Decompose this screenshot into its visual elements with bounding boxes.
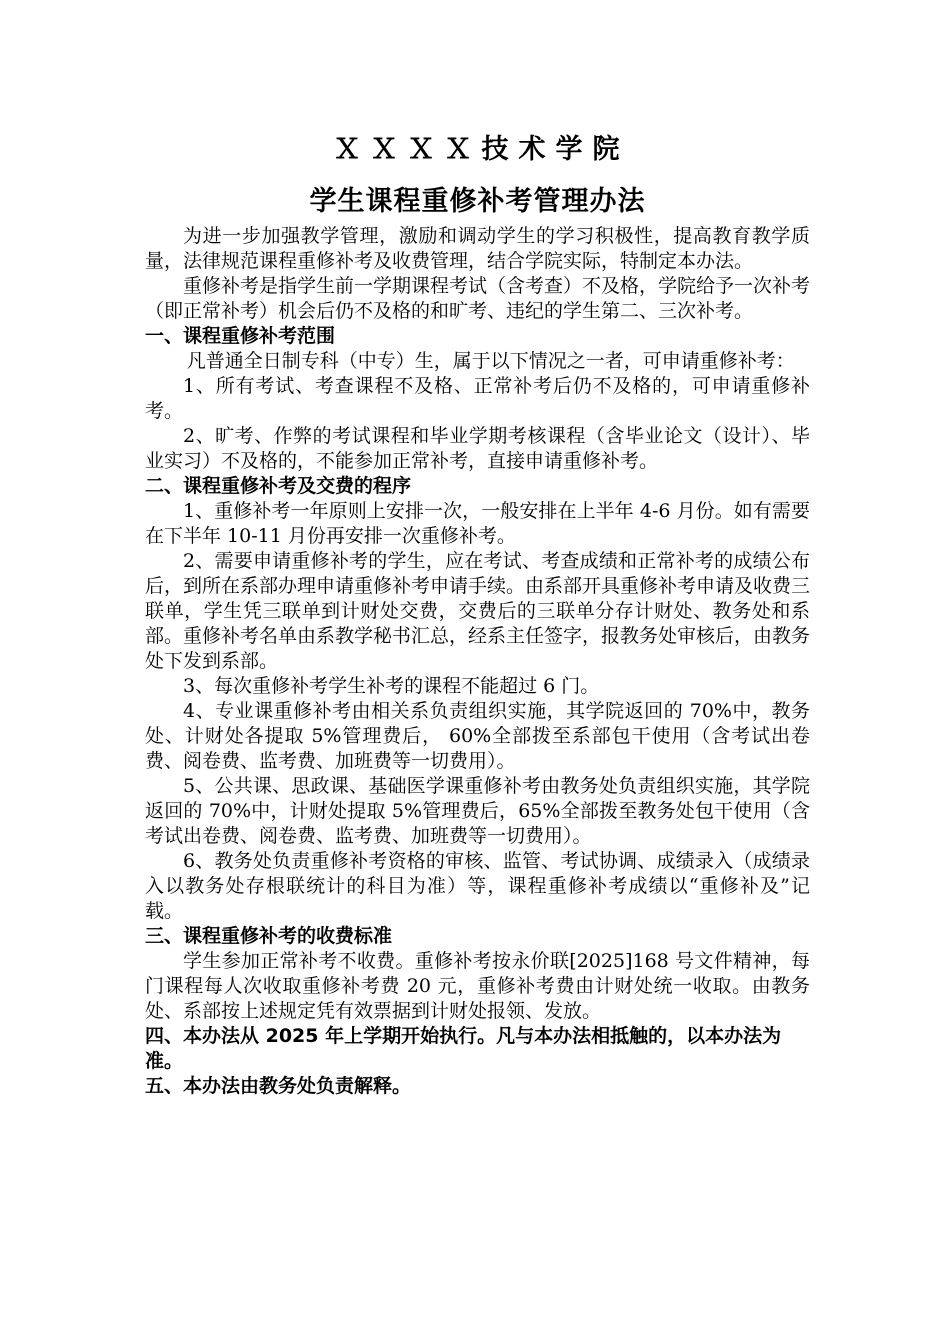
document-title: ＸＸＸＸ技术学院 [333, 134, 630, 165]
intro-paragraph-1: 为进一步加强教学管理，激励和调动学生的学习积极性，提高教育教学质量，法律规范课程重修补考及收费管理，结合学院实际，特制定本办法。 [145, 225, 810, 272]
document-body [145, 224, 810, 1099]
document-subtitle: 学生课程重修补考管理办法 [309, 186, 646, 217]
section-2-paragraph-1: 1、重修补考一年原则上安排一次，一般安排在上半年 4-6 月份。如有需要在下半年 10-11 月份再安排一次重修补考。 [145, 500, 810, 547]
section-heading-3: 三、课程重修补考的收费标准 [145, 925, 393, 947]
section-2-paragraph-6: 6、教务处负责重修补考资格的审核、监管、考试协调、成绩录入（成绩录入以教务处存根联统计的科目为准）等，课程重修补考成绩以“重修补及”记载。 [145, 850, 810, 922]
section-1-paragraph-1: 凡普通全日制专科（中专）生，属于以下情况之一者，可申请重修补考： [186, 350, 795, 372]
section-2-paragraph-4: 4、专业课重修补考由相关系负责组织实施，其学院返回的 70%中，教务处、计财处各提取 5%管理费后， 60%全部拨至系部包干使用（含考试出卷费、阅卷费、监考费、加班费等一切费用）。 [145, 700, 810, 772]
section-heading-5: 五、本办法由教务处负责解释。 [145, 1075, 412, 1097]
section-1-paragraph-2: 1、所有考试、考查课程不及格、正常补考后仍不及格的，可申请重修补考。 [145, 375, 810, 422]
section-heading-2: 二、课程重修补考及交费的程序 [145, 475, 412, 497]
section-2-paragraph-5: 5、公共课、思政课、基础医学课重修补考由教务处负责组织实施，其学院返回的 70%中，计财处提取 5%管理费后，65%全部拨至教务处包干使用（含考试出卷费、阅卷费、监考费、加班费等一切费用）。 [145, 775, 810, 847]
section-2-paragraph-2: 2、需要申请重修补考的学生，应在考试、考查成绩和正常补考的成绩公布后，到所在系部办理申请重修补考申请手续。由系部开具重修补考申请及收费三联单，学生凭三联单到计财处交费，交费后的三联单分存计财处、教务处和系部。重修补考名单由系教学秘书汇总，经系主任签字，报教务处审核后，由教务处下发到系部。 [145, 550, 811, 672]
section-2-paragraph-3: 3、每次重修补考学生补考的课程不能超过 6 门。 [183, 675, 600, 697]
section-1-paragraph-3: 2、旷考、作弊的考试课程和毕业学期考核课程（含毕业论文（设计）、毕业实习）不及格的，不能参加正常补考，直接申请重修补考。 [145, 425, 810, 472]
intro-paragraph-2: 重修补考是指学生前一学期课程考试（含考查）不及格，学院给予一次补考（即正常补考）机会后仍不及格的和旷考、违纪的学生第二、三次补考。 [145, 275, 811, 322]
section-heading-4: 四、本办法从 2025 年上学期开始执行。凡与本办法相抵触的，以本办法为准。 [145, 1025, 782, 1072]
document-page [145, 128, 810, 1099]
section-3-paragraph-1: 学生参加正常补考不收费。重修补考按永价联[2025]168 号文件精神，每门课程每人次收取重修补考费 20 元，重修补考费由计财处统一收取。由教务处、系部按上述规定凭有效票据到计财处报领、发放。 [145, 950, 810, 1022]
section-heading-1: 一、课程重修补考范围 [145, 325, 336, 347]
